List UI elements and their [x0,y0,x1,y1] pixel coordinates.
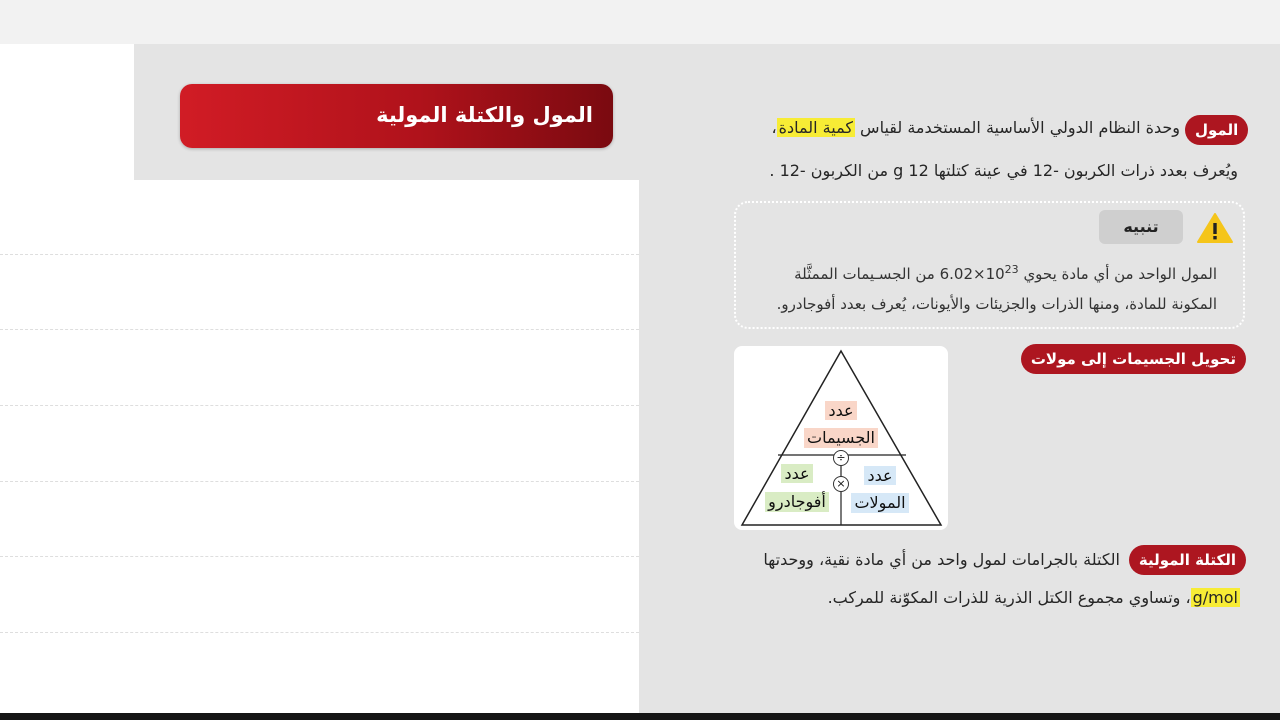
avogadro-number-label [756,464,838,512]
moles-label-1: عدد [864,466,895,485]
notes-line [0,254,639,255]
notes-line [0,632,639,633]
note-text-start: المول الواحد من أي مادة يحوي [1018,265,1217,283]
notes-panel [0,180,639,713]
amount-of-substance-highlight: كمية المادة [778,118,853,137]
particles-label [794,401,888,448]
lesson-title: المول والكتلة المولية [376,103,593,127]
molar-mass-line-1: الكتلة بالجرامات لمول واحد من أي مادة نقية، ووحدتها [763,550,1120,569]
mole-definition-text: وحدة النظام الدولي الأساسية المستخدمة لقياس [854,118,1180,137]
particles-label-1: عدد [825,401,856,420]
moles-label [844,466,916,513]
note-line-1 [794,263,1217,283]
molar-mass-term-badge: الكتلة المولية [1129,545,1246,575]
notes-line [0,556,639,557]
mole-definition-line-2: ويُعرف بعدد ذرات الكربون -12 في عينة كتلتها g 12 من الكربون -12 . [769,161,1238,180]
avogadro-exponent: 23 [1004,263,1019,276]
notes-line [0,405,639,406]
notes-line [0,481,639,482]
conversion-title-badge: تحويل الجسيمات إلى مولات [1021,344,1246,374]
multiply-icon: × [833,476,849,492]
molar-mass-unit-highlight: g/mol [1192,588,1238,607]
notes-line [0,329,639,330]
warning-icon [1196,212,1234,244]
particles-label-2: الجسيمات [804,428,878,448]
mole-definition-comma: ، [771,118,777,137]
note-line-2: المكونة للمادة، ومنها الذرات والجزيئات والأيونات، يُعرف بعدد أفوجادرو. [776,295,1217,313]
mole-definition-line-1 [771,118,1180,137]
mole-term-badge: المول [1185,115,1248,145]
conversion-triangle-diagram [734,346,948,530]
avogadro-label-1: عدد [781,464,812,483]
lesson-title-banner [180,84,613,148]
notes-panel-top [0,44,134,180]
moles-label-2: المولات [851,493,908,513]
bottom-bar [0,713,1280,720]
divide-icon: ÷ [833,450,849,466]
note-text-end: من الجسـيمات الممثَّلة [794,265,940,283]
molar-mass-line-2-text: ، وتساوي مجموع الكتل الذرية للذرات المكوّنة للمركب. [827,588,1191,607]
note-label: تنبيه [1099,210,1183,244]
molar-mass-line-2 [828,588,1240,607]
top-bar [0,0,1280,44]
avogadro-label-2: أفوجادرو [765,492,829,512]
avogadro-value [940,265,1019,283]
avogadro-mantissa: 6.02×10 [939,265,1005,283]
